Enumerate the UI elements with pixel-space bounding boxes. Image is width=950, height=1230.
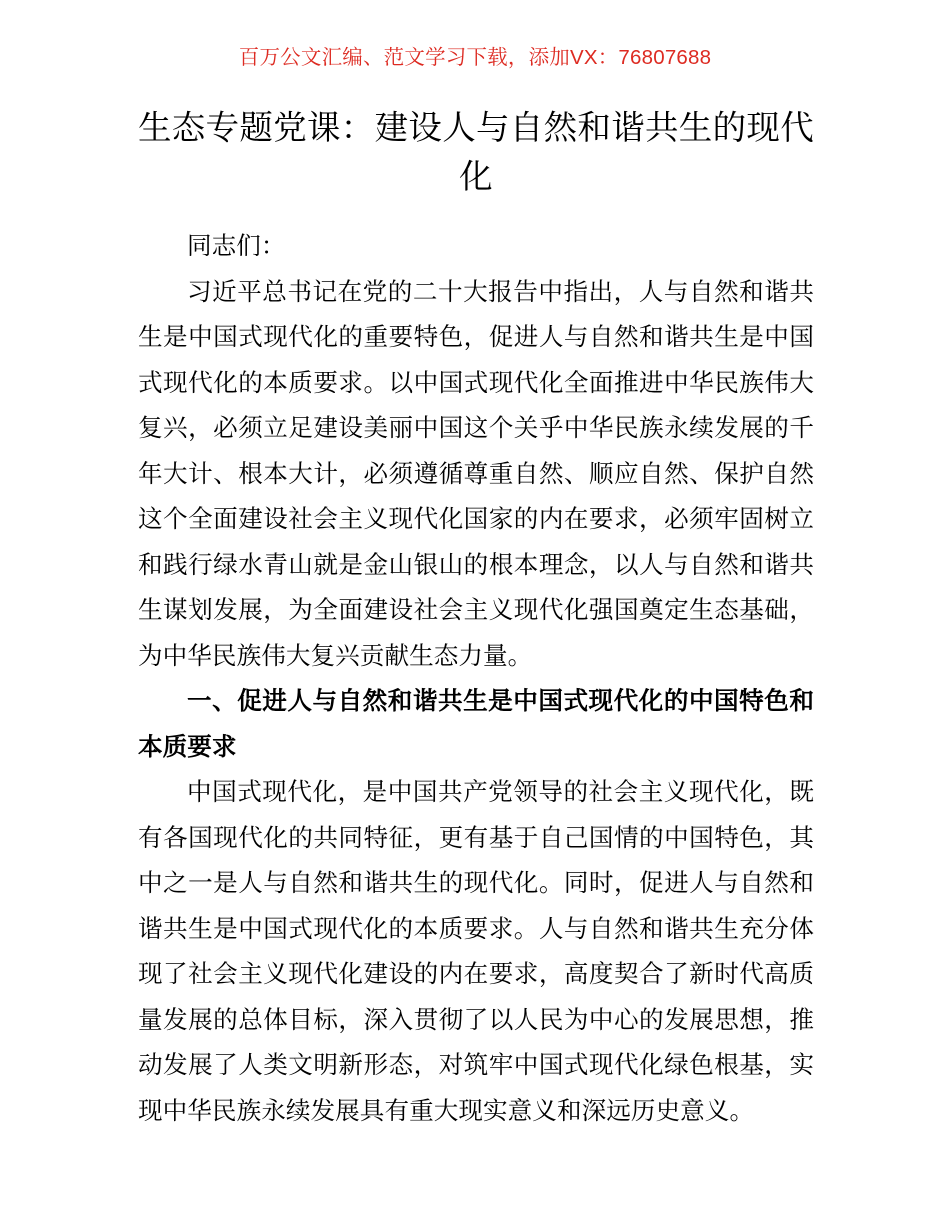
salutation-paragraph: 同志们： [187,233,286,260]
section-heading-one: 一、促进人与自然和谐共生是中国式现代化的中国特色和本质要求 [138,688,814,761]
title-spacer [138,202,814,224]
document-title: 生态专题党课：建设人与自然和谐共生的现代化 [138,110,814,196]
promo-banner-text: 百万公文汇编、范文学习下载，添加VX：76807688 [238,46,712,69]
promo-banner [0,44,950,72]
intro-paragraph: 习近平总书记在党的二十大报告中指出，人与自然和谐共生是中国式现代化的重要特色，促进人与自然和谐共生是中国式现代化的本质要求。以中国式现代化全面推进中华民族伟大复兴，必须立足建设美丽中国这个关乎中华民族永续发展的千年大计、根本大计，必须遵循尊重自然、顺应自然、保护自然这个全面建设社会主义现代化国家的内在要求，必须牢固树立和践行绿水青山就是金山银山的根本理念，以人与自然和谐共生谋划发展，为全面建设社会主义现代化强国奠定生态基础，为中华民族伟大复兴贡献生态力量。 [138,278,814,670]
document-body [138,104,814,1134]
section-one-paragraph: 中国式现代化，是中国共产党领导的社会主义现代化，既有各国现代化的共同特征，更有基于自己国情的中国特色，其中之一是人与自然和谐共生的现代化。同时，促进人与自然和谐共生是中国式现代化的本质要求。人与自然和谐共生充分体现了社会主义现代化建设的内在要求，高度契合了新时代高质量发展的总体目标，深入贯彻了以人民为中心的发展思想，推动发展了人类文明新形态，对筑牢中国式现代化绿色根基，实现中华民族永续发展具有重大现实意义和深远历史意义。 [138,779,814,1125]
